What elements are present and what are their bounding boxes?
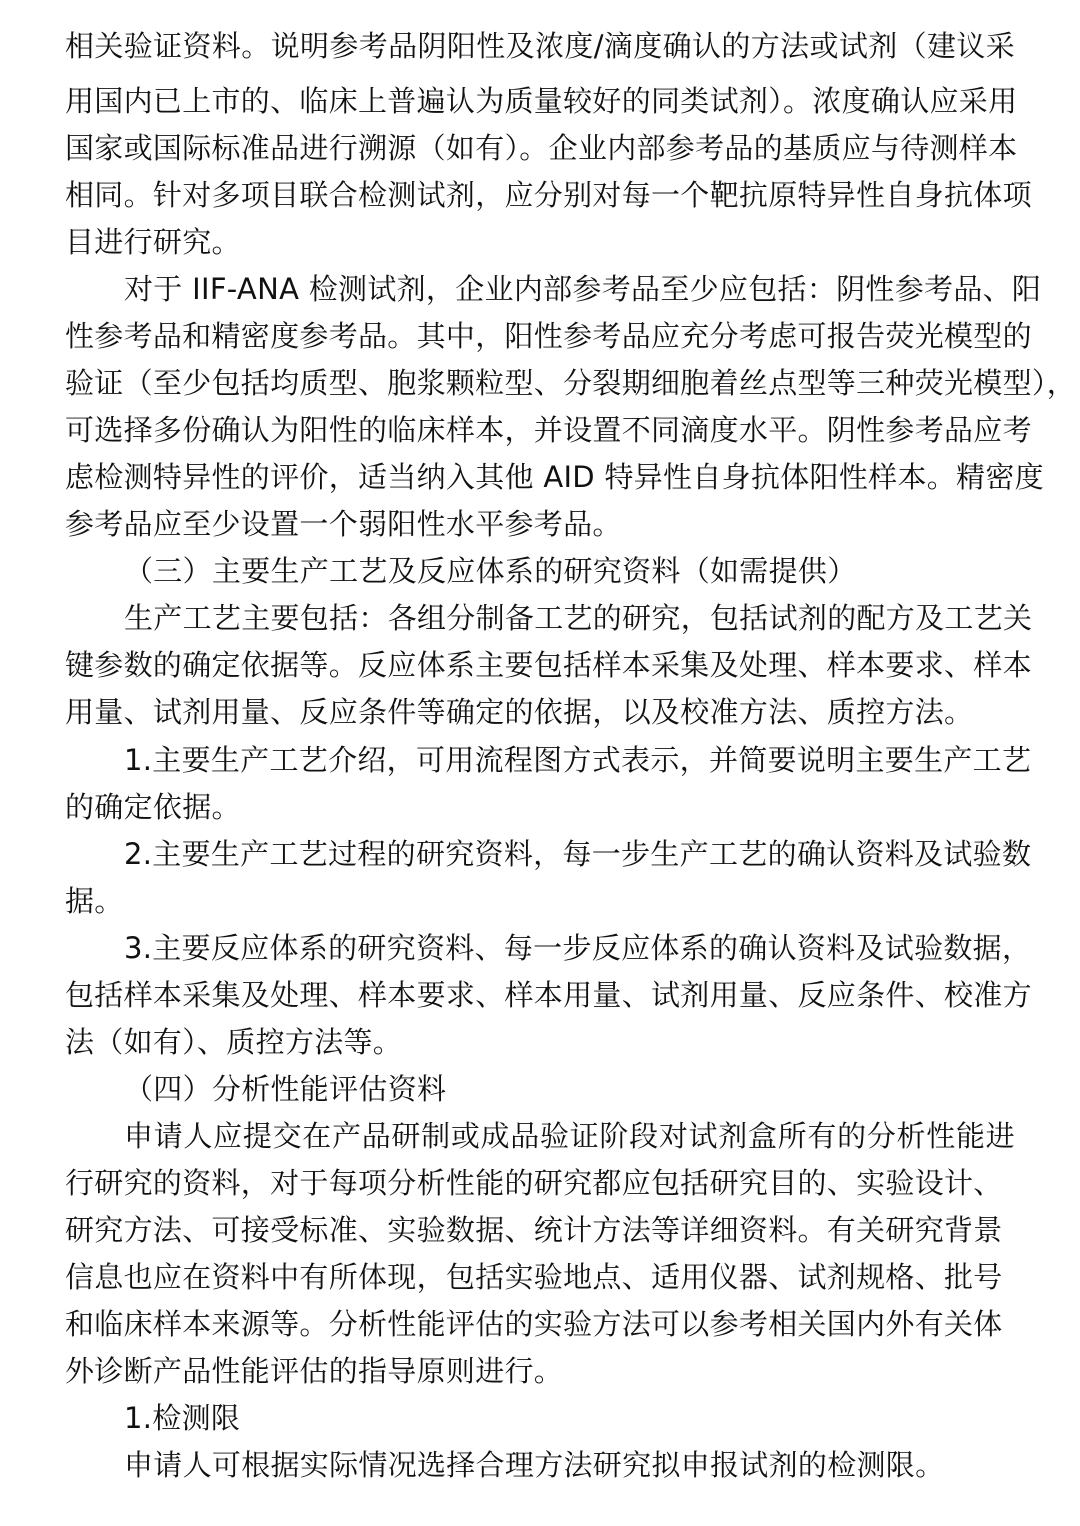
text-line: 验证（至少包括均质型、胞浆颗粒型、分裂期细胞着丝点型等三种荧光模型），	[65, 366, 1077, 400]
paragraph-first-line: 对于 IIF-ANA 检测试剂，企业内部参考品至少应包括：阴性参考品、阳	[124, 272, 1042, 306]
text-line: 性参考品和精密度参考品。其中，阳性参考品应充分考虑可报告荧光模型的	[65, 319, 1032, 353]
list-item-2: 2.主要生产工艺过程的研究资料，每一步生产工艺的确认资料及试验数	[124, 837, 1032, 871]
text-line: 的确定依据。	[65, 790, 241, 824]
text-line: 行研究的资料，对于每项分析性能的研究都应包括研究目的、实验设计、	[65, 1166, 1003, 1200]
list-item-3: 3.主要反应体系的研究资料、每一步反应体系的确认资料及试验数据，	[124, 931, 1032, 965]
section-heading-4: （四）分析性能评估资料	[124, 1072, 447, 1106]
text-line: 参考品应至少设置一个弱阳性水平参考品。	[65, 507, 622, 541]
text-line: 用量、试剂用量、反应条件等确定的依据，以及校准方法、质控方法。	[65, 695, 974, 729]
text-line: 虑检测特异性的评价，适当纳入其他 AID 特异性自身抗体阳性样本。精密度	[65, 460, 1044, 494]
text-line: 用国内已上市的、临床上普遍认为质量较好的同类试剂）。浓度确认应采用	[65, 84, 1018, 118]
text-line: 目进行研究。	[65, 225, 241, 259]
paragraph-first-line: 申请人应提交在产品研制或成品验证阶段对试剂盒所有的分析性能进	[124, 1119, 1015, 1153]
list-item-1: 1.主要生产工艺介绍，可用流程图方式表示，并简要说明主要生产工艺	[124, 743, 1032, 777]
paragraph-first-line: 申请人可根据实际情况选择合理方法研究拟申报试剂的检测限。	[124, 1448, 945, 1482]
section-heading-3: （三）主要生产工艺及反应体系的研究资料（如需提供）	[124, 554, 857, 588]
text-line: 相同。针对多项目联合检测试剂，应分别对每一个靶抗原特异性自身抗体项	[65, 178, 1032, 212]
text-line: 国家或国际标准品进行溯源（如有）。企业内部参考品的基质应与待测样本	[65, 131, 1018, 165]
text-line: 相关验证资料。说明参考品阴阳性及浓度/滴度确认的方法或试剂（建议采	[65, 29, 1015, 63]
text-line: 信息也应在资料中有所体现，包括实验地点、适用仪器、试剂规格、批号	[65, 1260, 1003, 1294]
text-line: 研究方法、可接受标准、实验数据、统计方法等详细资料。有关研究背景	[65, 1213, 1003, 1247]
paragraph-first-line: 生产工艺主要包括：各组分制备工艺的研究，包括试剂的配方及工艺关	[124, 601, 1033, 635]
text-line: 包括样本采集及处理、样本要求、样本用量、试剂用量、反应条件、校准方	[65, 978, 1032, 1012]
subsection-heading: 1.检测限	[124, 1401, 241, 1435]
text-line: 据。	[65, 884, 124, 918]
text-line: 法（如有）、质控方法等。	[65, 1025, 403, 1059]
text-line: 键参数的确定依据等。反应体系主要包括样本采集及处理、样本要求、样本	[65, 648, 1032, 682]
text-line: 可选择多份确认为阳性的临床样本，并设置不同滴度水平。阴性参考品应考	[65, 413, 1032, 447]
text-line: 和临床样本来源等。分析性能评估的实验方法可以参考相关国内外有关体	[65, 1307, 1003, 1341]
text-line: 外诊断产品性能评估的指导原则进行。	[65, 1354, 564, 1388]
